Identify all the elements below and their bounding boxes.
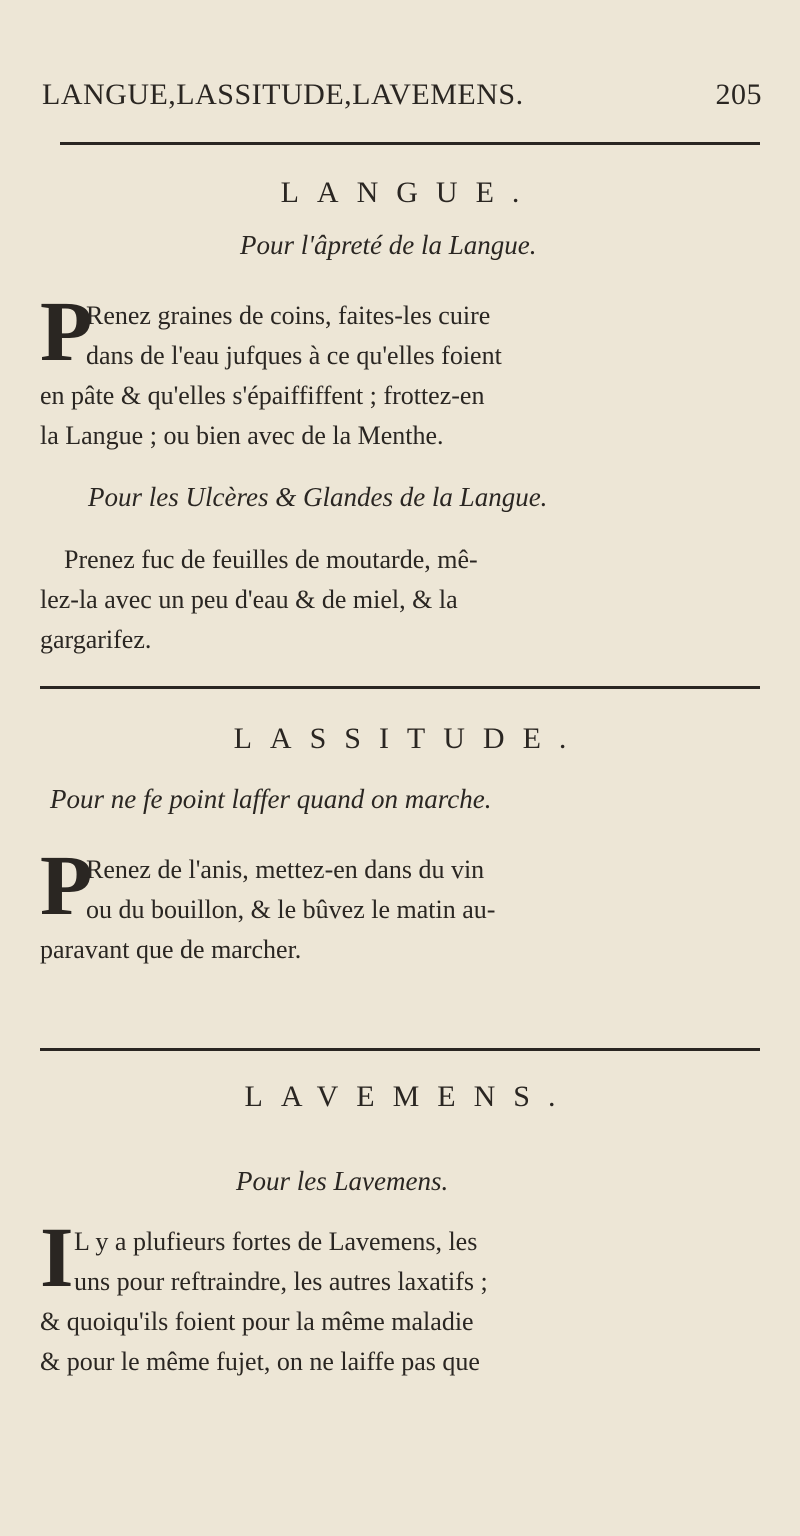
paragraph-aprete-langue bbox=[40, 283, 760, 456]
text-line: dans de l'eau jufques à ce qu'elles foient bbox=[86, 341, 502, 370]
text-line: Renez de l'anis, mettez-en dans du vin bbox=[86, 855, 485, 884]
text-line: gargarifez. bbox=[40, 625, 152, 654]
subtitle-lavemens: Pour les Lavemens. bbox=[236, 1166, 449, 1196]
paragraph-ulceres-glandes bbox=[40, 540, 760, 660]
text-line: en pâte & qu'elles s'épaiffiffent ; frottez-en bbox=[40, 381, 485, 410]
text-line: lez-la avec un peu d'eau & de miel, & la bbox=[40, 585, 458, 614]
section-divider bbox=[40, 1048, 760, 1051]
section-title-langue: LANGUE. bbox=[280, 176, 538, 209]
text-line: Renez graines de coins, faites-les cuire bbox=[86, 301, 491, 330]
page-number: 205 bbox=[715, 78, 762, 111]
header-rule bbox=[60, 142, 760, 145]
section-title-lavemens: LAVEMENS. bbox=[244, 1080, 574, 1113]
paragraph-lavemens bbox=[40, 1209, 760, 1382]
text-line: la Langue ; ou bien avec de la Menthe. bbox=[40, 421, 444, 450]
dropcap: I bbox=[40, 1209, 74, 1305]
text-line: L y a plufieurs fortes de Lavemens, les bbox=[74, 1227, 478, 1256]
running-head-title: LANGUE,LASSITUDE,LAVEMENS. bbox=[42, 78, 524, 111]
subtitle-lassitude: Pour ne fe point laffer quand on marche. bbox=[50, 784, 492, 814]
text-line: uns pour reftraindre, les autres laxatifs ; bbox=[74, 1267, 488, 1296]
subtitle-aprete-langue: Pour l'âpreté de la Langue. bbox=[240, 230, 537, 260]
dropcap: P bbox=[40, 283, 93, 379]
text-line: Prenez fuc de feuilles de moutarde, mê- bbox=[64, 545, 478, 574]
text-line: paravant que de marcher. bbox=[40, 935, 302, 964]
section-divider bbox=[40, 686, 760, 689]
text-line: ou du bouillon, & le bûvez le matin au- bbox=[86, 895, 496, 924]
subtitle-ulceres-glandes: Pour les Ulcères & Glandes de la Langue. bbox=[88, 482, 548, 512]
running-head bbox=[42, 78, 762, 112]
dropcap: P bbox=[40, 837, 93, 933]
section-title-lassitude: LASSITUDE. bbox=[233, 722, 585, 755]
text-line: & quoiqu'ils foient pour la même maladie bbox=[40, 1307, 474, 1336]
paragraph-lassitude bbox=[40, 837, 760, 970]
text-line: & pour le même fujet, on ne laiffe pas que bbox=[40, 1347, 480, 1376]
